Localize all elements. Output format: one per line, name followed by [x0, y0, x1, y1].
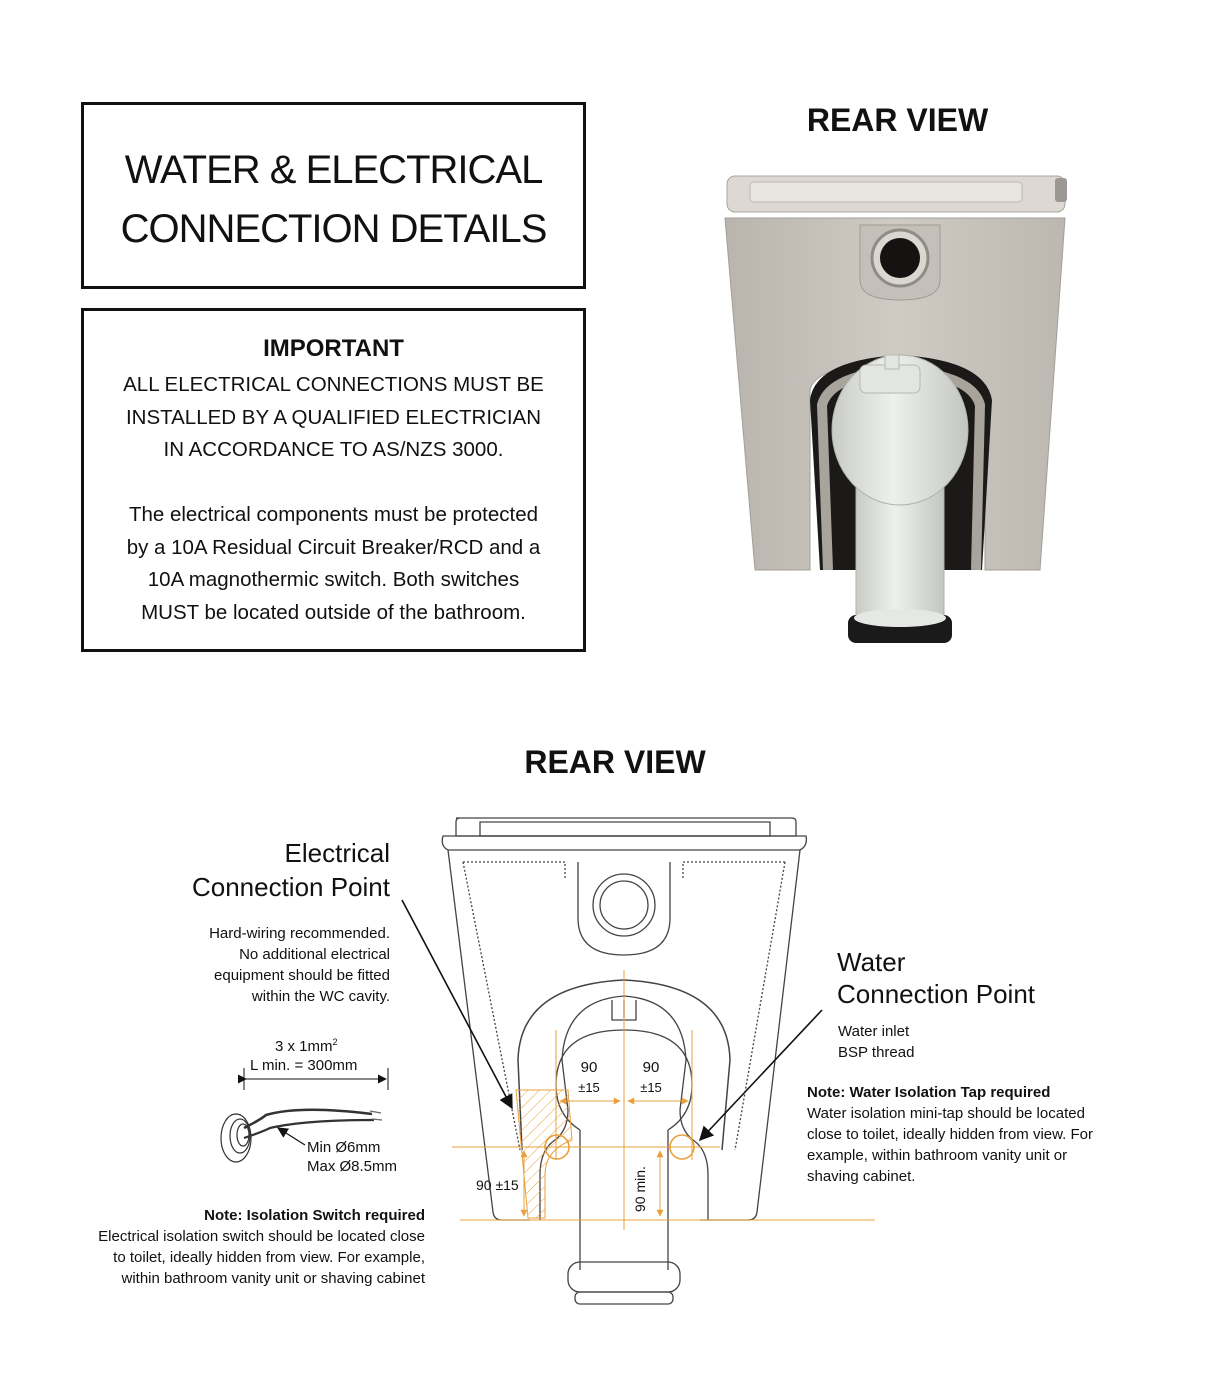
important-heading: IMPORTANT: [263, 335, 404, 362]
isolation-tap-line: close to toilet, ideally hidden from view. For: [807, 1126, 1093, 1143]
diagram-heading: REAR VIEW: [524, 744, 706, 780]
electrical-desc: within the WC cavity.: [251, 988, 390, 1005]
cable-spec: 3 x $1mm^2$: [275, 1037, 338, 1055]
important-line: ALL ELECTRICAL CONNECTIONS MUST BE: [123, 373, 544, 396]
water-title-2: Connection Point: [837, 979, 1036, 1009]
dim-left-90: 90: [580, 1059, 598, 1076]
important-line: INSTALLED BY A QUALIFIED ELECTRICIAN: [125, 406, 542, 429]
water-title-1: Water: [837, 947, 906, 977]
photo-heading: REAR VIEW: [806, 102, 989, 138]
electrical-desc: No additional electrical: [239, 946, 390, 963]
important-line: The electrical components must be protected: [128, 503, 539, 526]
isolation-tap-line: Water isolation mini-tap should be located: [807, 1105, 1085, 1122]
cable-dia-arrow: [278, 1128, 305, 1145]
electrical-desc: Hard-wiring recommended.: [209, 925, 390, 942]
cable-grommet: [221, 1110, 382, 1162]
important-line: IN ACCORDANCE TO AS/NZS 3000.: [163, 438, 504, 461]
dim-right-tol: ±15: [640, 1080, 662, 1095]
cable-length: L min. = 300mm: [250, 1057, 358, 1074]
electrical-title-1: Electrical: [284, 838, 390, 868]
isolation-tap-line: example, within bathroom vanity unit or: [807, 1147, 1068, 1164]
dim-right-90: 90: [642, 1059, 660, 1076]
dim-height-min: 90 min.: [632, 1166, 648, 1212]
cable-max: Max Ø8.5mm: [307, 1158, 398, 1175]
important-line: by a 10A Residual Circuit Breaker/RCD and a: [126, 536, 541, 559]
important-line: 10A magnothermic switch. Both switches: [147, 568, 520, 591]
cable-min: Min Ø6mm: [307, 1139, 381, 1156]
cable-length-dimension: [244, 1068, 388, 1090]
title-line-2: CONNECTION DETAILS: [120, 207, 547, 251]
important-line: MUST be located outside of the bathroom.: [141, 601, 526, 624]
title-line-1: WATER & ELECTRICAL: [124, 148, 543, 192]
water-desc: BSP thread: [838, 1044, 915, 1061]
dim-height-left: 90 ±15: [476, 1177, 519, 1193]
drawing-seat: [442, 818, 806, 850]
electrical-leader-arrow: [402, 900, 512, 1108]
cable-spec-sup: 2: [332, 1037, 338, 1047]
dim-left-tol: ±15: [578, 1080, 600, 1095]
electrical-title-2: Connection Point: [191, 872, 390, 902]
water-desc: Water inlet: [838, 1023, 910, 1040]
isolation-switch-line: to toilet, ideally hidden from view. For example,: [113, 1249, 425, 1266]
isolation-switch-heading: Note: Isolation Switch required: [204, 1207, 425, 1224]
water-leader-arrow: [700, 1010, 822, 1140]
isolation-tap-line: shaving cabinet.: [807, 1168, 916, 1185]
isolation-tap-heading: Note: Water Isolation Tap required: [807, 1084, 1051, 1101]
electrical-desc: equipment should be fitted: [214, 967, 390, 984]
isolation-switch-line: within bathroom vanity unit or shaving cabinet: [121, 1270, 425, 1287]
isolation-switch-line: Electrical isolation switch should be located close: [98, 1228, 425, 1245]
